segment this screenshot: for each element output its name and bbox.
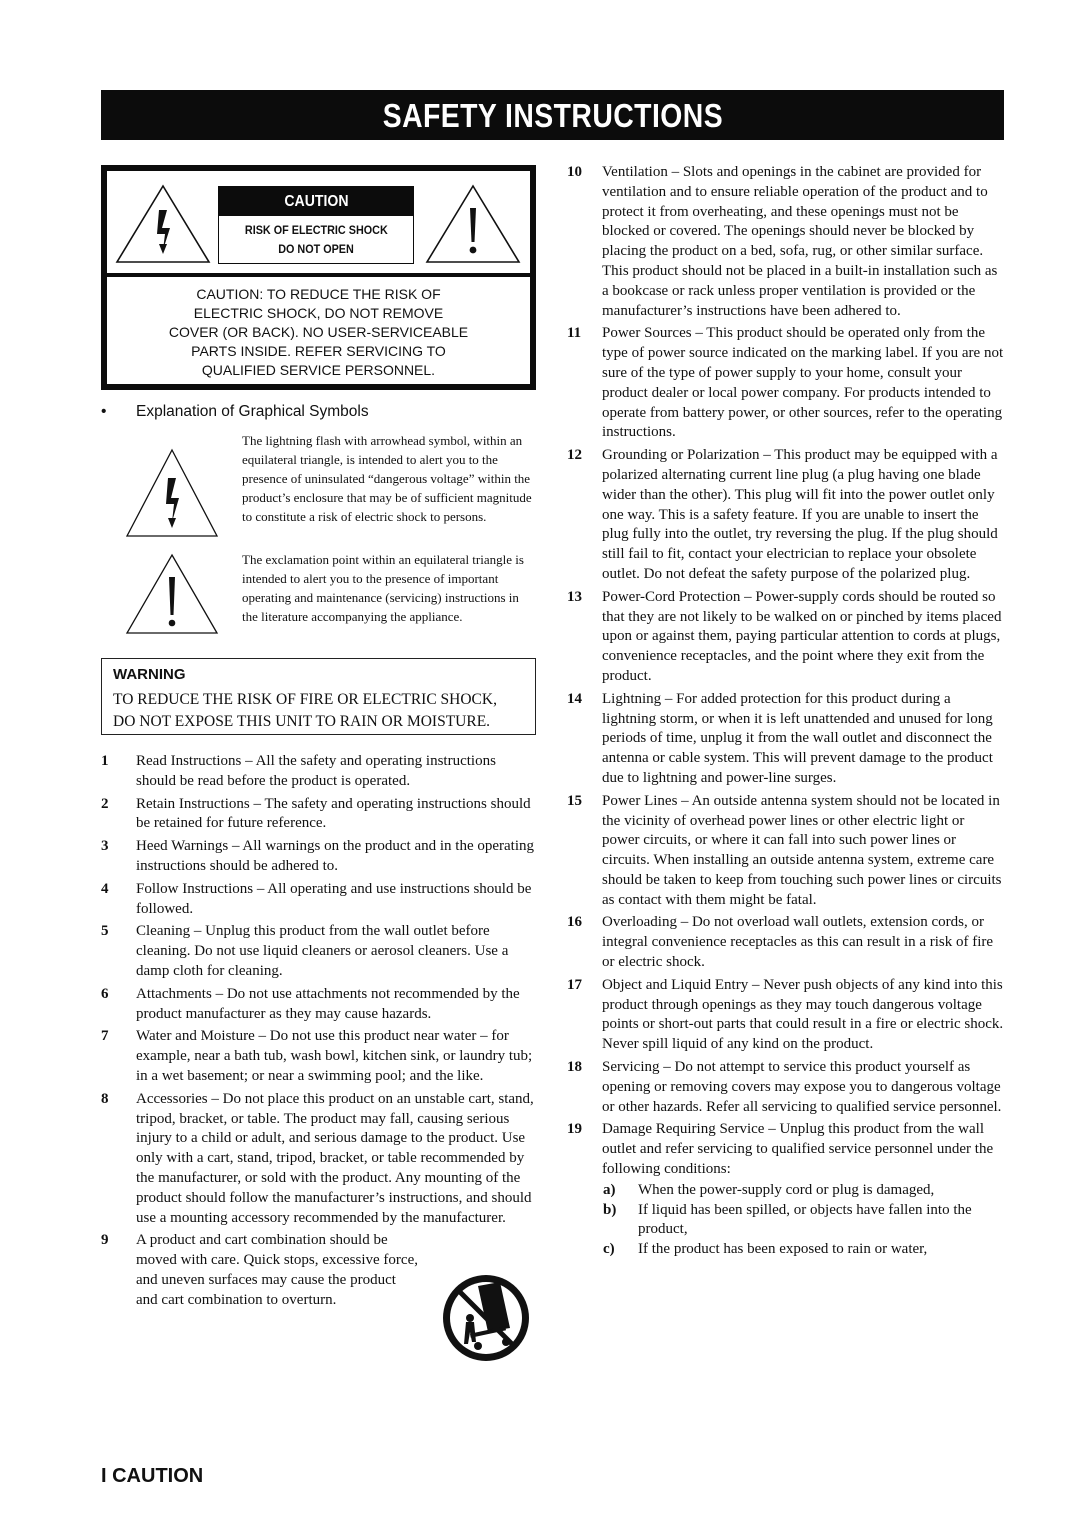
list-item: 3 Heed Warnings – All warnings on the product and in the operating instructions should be adhered to. [101,838,535,874]
list-item: 2 Retain Instructions – The safety and operating instructions should be retained for future reference. [101,795,531,832]
lightning-triangle-icon [115,184,211,264]
list-item: 17 Object and Liquid Entry – Never push objects of any kind into this product through openings as they may touch dangerous voltage points or short-out parts that could result in a fire or electric shock. Never spill liquid of any kind on the product. [567,976,1004,1053]
cart-tip-over-icon [440,1272,532,1364]
list-item: 4 Follow Instructions – All operating and use instructions should be followed. [101,880,532,917]
list-item: 10 Ventilation – Slots and openings in the cabinet are provided for ventilation and to ensure reliable operation of the product and to protect it from overheating, and these openings must not be blocked or covered. The openings should never be blocked by placing the product on a bed, sofa, rug, or other similar surface. This product should not be placed in a built-in installation such as a bookcase or rack unless proper ventilation is provided or the manufacturer’s instructions have been adhered to. [567,164,998,319]
list-item: 16 Overloading – Do not overload wall outlets, extension cords, or integral convenience receptacles as this can result in a risk of fire or electric shock. [567,914,994,971]
left-instruction-list [101,752,537,1314]
list-item: 6 Attachments – Do not use attachments not recommended by the product manufacturer as they may cause hazards. [101,985,520,1022]
list-item: 19 Damage Requiring Service – Unplug this product from the wall outlet and refer servicing to qualified service personnel under the following conditions: [567,1121,994,1178]
list-item: 18 Servicing – Do not attempt to service this product yourself as opening or removing covers may expose you to dangerous voltage or other hazards. Refer all servicing to qualified service personnel. [567,1059,1002,1115]
list-item: 9 A product and cart combination should be moved with care. Quick stops, excessive force, and uneven surfaces may cause the product and cart combination to overturn. [101,1232,418,1308]
exclamation-description: The exclamation point within an equilateral triangle is intended to alert you to the presence of important operating and maintenance (servicing) instructions in the literature accompanying the appliance. [242,552,524,624]
list-item: 5 Cleaning – Unplug this product from the wall outlet before cleaning. Do not use liquid cleaners or aerosol cleaners. Use a damp cloth for cleaning. [101,923,509,979]
caution-label [218,186,414,264]
caution-symbols-panel [107,171,530,273]
list-item: 8 Accessories – Do not place this product on an unstable cart, stand, tripod, bracket, or table. The product may fall, causing serious injury to a child or adult, and serious damage to the product. Use only with a cart, stand, tripod, bracket, or table recommended by the manufacturer, or sold with the product. Any mounting of the product should follow the manufacturer’s instructions, and should use a mounting accessory recommended by the manufacturer. [101,1090,534,1226]
exclamation-triangle-icon [425,184,521,264]
caution-text: CAUTION: TO REDUCE THE RISK OF ELECTRIC SHOCK, DO NOT REMOVE COVER (OR BACK). NO USER-SERVICEABLE PARTS INSIDE. REFER SERVICING TO QUALIFIED SERVICE PERSONNEL. [107,277,530,384]
sub-list-item: c) If the product has been exposed to rain or water, [603,1241,928,1258]
caution-box [101,165,536,390]
list-item: 12 Grounding or Polarization – This product may be equipped with a polarized alternating current line plug (a plug having one blade wider than the other). This plug will fit into the power outlet only one way. This is a safety feature. If you are unable to insert the plug fully into the outlet, try reversing the plug. If the plug should still fail to fit, contact your electrician to replace your obsolete outlet. Do not defeat the safety purpose of the polarized plug. [567,447,998,582]
warning-box [101,658,536,735]
list-item: 15 Power Lines – An outside antenna system should not be located in the vicinity of overhead power lines or other electric light or power circuits, or where it can fall into such power lines or circuits. When installing an outside antenna system, extreme care should be taken to keep from touching such power lines or circuits as contact with them might be fatal. [567,792,1002,908]
lightning-description: The lightning flash with arrowhead symbol, within an equilateral triangle, is intended to alert you to the presence of uninsulated “dangerous voltage” within the product’s enclosure that may be of sufficient magnitude to constitute a risk of electric shock to persons. [242,433,532,524]
list-item: 13 Power-Cord Protection – Power-supply cords should be routed so that they are not likely to be walked on or pinched by items placed upon or against them, paying particular attention to cords at plugs, convenience receptacles, and the point where they exit from the product. [567,588,1002,684]
lightning-triangle-icon [125,446,219,540]
page-footer: I CAUTION [101,1465,204,1487]
warning-text: TO REDUCE THE RISK OF FIRE OR ELECTRIC SHOCK, DO NOT EXPOSE THIS UNIT TO RAIN OR MOISTURE. [113,691,497,730]
list-item: 11 Power Sources – This product should be operated only from the type of power source indicated on the marking label. If you are not sure of the type of power supply to your home, consult your product dealer or local power company. For products intended to operate from battery power, or other sources, refer to the operating instructions. [567,325,1004,441]
list-item: 14 Lightning – For added protection for this product during a lightning storm, or when it is left unattended and unused for long periods of time, unplug it from the wall outlet and disconnect the antenna or cable system. This will prevent damage to the product due to lightning and power-line surges. [567,690,993,786]
caution-label-head: CAUTION [219,187,413,216]
list-item: 7 Water and Moisture – Do not use this product near water – for example, near a bath tub, wash bowl, kitchen sink, or laundry tub; in a wet basement; or near a swimming pool; and the like. [101,1028,533,1084]
right-instruction-list [567,163,1005,1260]
page-title-text: SAFETY INSTRUCTIONS [382,97,723,134]
sub-list-item: a) When the power-supply cord or plug is damaged, [603,1181,935,1198]
caution-label-sub: RISK OF ELECTRIC SHOCK DO NOT OPEN [244,223,388,256]
page-title [101,90,1004,140]
list-item: 1 Read Instructions – All the safety and operating instructions should be read before the product is operated. [101,753,496,789]
warning-heading: WARNING [113,666,186,683]
sub-list-item: b) If liquid has been spilled, or objects have fallen into the product, [603,1201,972,1238]
exclamation-triangle-icon [125,553,219,637]
bullet-icon: • [101,403,107,420]
